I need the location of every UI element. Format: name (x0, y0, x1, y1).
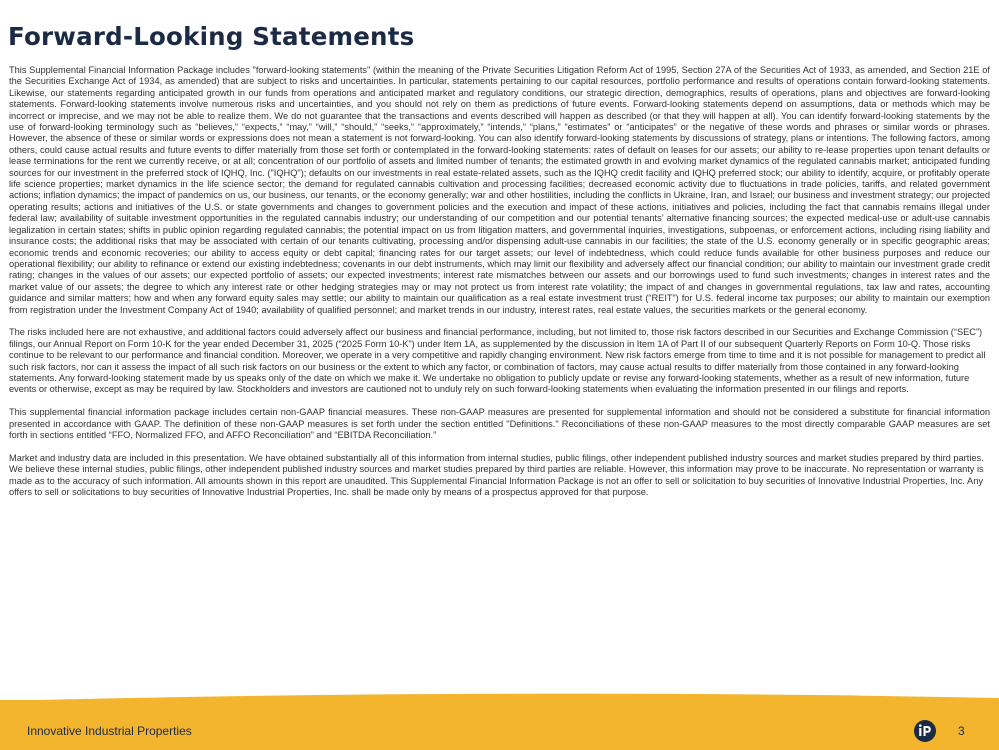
paragraph-forward-looking: This Supplemental Financial Information Package includes "forward-looking statements" (within the meaning of the Private Securities Litigation Reform Act of 1995, Section 27A of the Securities Act of 1933, as amended, and Section 21E of the Securities Exchange Act of 1934, as amended) that are subject to risks and uncertainties. In particular, statements pertaining to our capital resources, portfolio performance and results of operations contain forward-looking statements. Likewise, our statements regarding anticipated growth in our funds from operations and anticipated market and regulatory conditions, our strategic direction, demographics, results of operations, plans and objectives are forward-looking statements. Forward-looking statements involve numerous risks and uncertainties, and you should not rely on them as predictions of future events. Forward-looking statements depend on assumptions, data or methods which may be incorrect or imprecise, and we may not be able to realize them. We do not guarantee that the transactions and events described will happen as described (or that they will happen at all). You can identify forward-looking statements by the use of forward-looking terminology such as “believes,” “expects,” “may,” “will,” “should,” “seeks,” “approximately,” “intends,” “plans,” “estimates” or “anticipates” or the negative of these words and phrases or similar words or phrases. However, the absence of these or similar words or expressions does not mean a statement is not forward-looking. You can also identify forward-looking statements by discussions of strategy, plans or intentions. The following factors, among others, could cause actual results and future events to differ materially from those set forth or contemplated in the forward-looking statements: rates of default on leases for our assets; our ability to re-lease properties upon tenant defaults or lease terminations for the rent we currently receive, or at all; concentration of our portfolio of assets and limited number of tenants; the estimated growth in and evolving market dynamics of the regulated cannabis market; anticipated funding sources for our investment in the preferred stock of IQHQ, Inc. ("IQHQ"); defaults on our investments in real estate-related assets, such as the IQHQ credit facility and IQHQ preferred stock; our ability to identify, acquire, or profitably operate life science properties; market dynamics in the life science sector; the demand for regulated cannabis cultivation and processing facilities; decreased economic activity due to fluctuations in trade policies, tariffs, and related government actions; inflation dynamics; the impact of pandemics on us, our business, our tenants, or the economy generally; war and other hostilities, including the conflicts in Ukraine, Iran, and Israel; our business and investment strategy; our projected operating results; actions and initiatives of the U.S. or state governments and changes to government policies and the execution and impact of these actions, initiatives and policies, including the fact that cannabis remains illegal under federal law; availability of suitable investment opportunities in the regulated cannabis industry; our understanding of our competition and our potential tenants’ alternative financing sources; the expected medical-use or adult-use cannabis legalization in certain states; shifts in public opinion regarding regulated cannabis; the potential impact on us from litigation matters, and governmental inquiries, investigations, subpoenas, or enforcement actions, including rising liability and insurance costs; the additional risks that may be associated with certain of our tenants cultivating, processing and/or dispensing adult-use cannabis in our facilities; the state of the U.S. economy generally or in specific geographic areas; economic trends and economic recoveries; our ability to access equity or debt capital; financing rates for our target assets; our level of indebtedness, which could reduce funds available for other business purposes and reduce our operational flexibility; our ability to refinance or extend our existing indebtedness; covenants in our debt instruments, which may limit our flexibility and adversely affect our financial condition; our ability to maintain our investment grade credit rating; changes in the values of our assets; our expected portfolio of assets; our expected investments; interest rate mismatches between our assets and our borrowings used to fund such investments; changes in interest rates and the market value of our assets; the degree to which any interest rate or other hedging strategies may or may not protect us from interest rate volatility; the impact of and changes in governmental regulations, tax law and rates, accounting guidance and similar matters; how and when any forward equity sales may settle; our ability to maintain our qualification as a real estate investment trust (“REIT”) for U.S. federal income tax purposes; our ability to maintain our exemption from registration under the Investment Company Act of 1940; availability of qualified personnel; and market trends in our industry, interest rates, real estate values, the securities markets or the general economy. (9, 65, 990, 315)
disclaimer-body (9, 65, 990, 510)
paragraph-non-gaap: This supplemental financial information package includes certain non-GAAP financial measures. These non-GAAP measures are presented for supplemental information and should not be considered a substitute for financial information presented in accordance with GAAP. The definition of these non-GAAP measures is set forth under the section entitled "Definitions." Reconciliations of these non-GAAP measures to the most directly comparable GAAP measures are set forth in sections entitled “FFO, Normalized FFO, and AFFO Reconciliation” and “EBITDA Reconciliation.” (9, 407, 990, 440)
footer-curve (0, 692, 999, 710)
iip-logo-icon (913, 719, 937, 743)
paragraph-market-data: Market and industry data are included in this presentation. We have obtained substantially all of this information from internal studies, public filings, other independent published industry sources and market studies prepared by third parties. We believe these internal studies, public filings, other independent published industry sources and market studies prepared by third parties are reliable. However, this information may prove to be inaccurate. No representation or warranty is made as to the accuracy of such information. All amounts shown in this report are unaudited. This Supplemental Financial Information Package is not an offer to sell or solicitation to buy securities of Innovative Industrial Properties, Inc. Any offers to sell or solicitations to buy securities of Innovative Industrial Properties, Inc. shall be made only by means of a prospectus approved for that purpose. (9, 452, 984, 497)
page-title: Forward-Looking Statements (8, 22, 415, 51)
paragraph-risk-factors: The risks included here are not exhaustive, and additional factors could adversely affect our business and financial performance, including, but not limited to, those risk factors described in our Securities and Exchange Commission (“SEC”) filings, our Annual Report on Form 10-K for the year ended December 31, 2025 (“2025 Form 10-K”) under Item 1A, as supplemented by the discussion in Item 1A of Part II of our subsequent Quarterly Reports on Form 10-Q. Those risks continue to be relevant to our performance and financial condition. Moreover, we operate in a very competitive and rapidly changing environment. New risk factors emerge from time to time and it is not possible for management to predict all such risk factors, nor can it assess the impact of all such risk factors on our business or the extent to which any factor, or combination of factors, may cause actual results to differ materially from those contained in any forward-looking statements. Any forward-looking statement made by us speaks only of the date on which we make it. We undertake no obligation to publicly update or revise any forward-looking statements, whether as a result of new information, future events or otherwise, except as may be required by law. Stockholders and investors are cautioned not to unduly rely on such forward-looking statements when evaluating the information presented in our filings and reports. (9, 327, 986, 395)
footer-band (0, 700, 999, 750)
page-number: 3 (958, 724, 965, 738)
company-name: Innovative Industrial Properties (27, 724, 192, 738)
